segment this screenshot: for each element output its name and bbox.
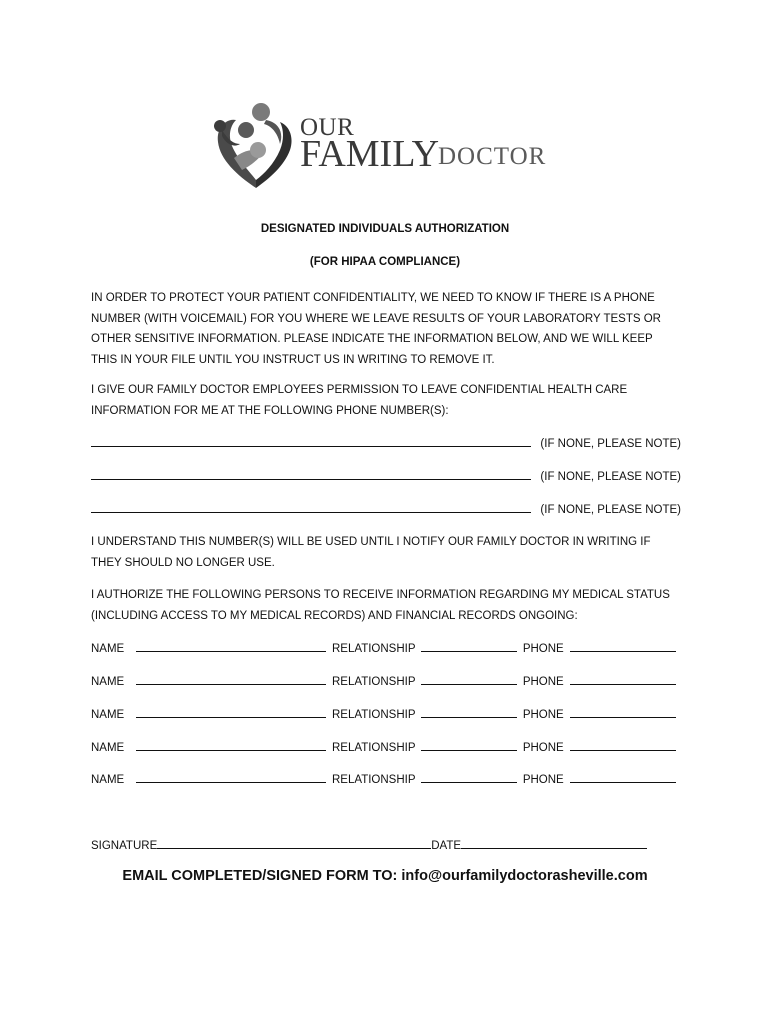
our-family-doctor-logo [208,100,568,200]
form-subtitle: (FOR HIPAA COMPLIANCE) [309,256,461,268]
relationship-label: RELATIONSHIP [332,643,416,655]
permission-paragraph: I GIVE OUR FAMILY DOCTOR EMPLOYEES PERMISSION TO LEAVE CONFIDENTIAL HEALTH CARE INFORMATION FOR ME AT THE FOLLOWING PHONE NUMBER(S): [91,384,628,417]
name-label: NAME [91,742,125,754]
date-field[interactable] [461,836,647,849]
phone-label: PHONE [522,676,564,688]
designated-person-row-3 [91,705,676,721]
phone-field-3[interactable] [570,705,676,718]
phone-number-field-2[interactable] [91,467,531,480]
designated-person-row-2 [91,672,676,688]
relationship-label: RELATIONSHIP [332,774,416,786]
authorize-paragraph: I AUTHORIZE THE FOLLOWING PERSONS TO RECEIVE INFORMATION REGARDING MY MEDICAL STATUS (INCLUDING ACCESS TO MY MEDICAL RECORDS) AND FINANCIAL RECORDS ONGOING: [91,589,670,622]
name-field-5[interactable] [136,770,326,783]
intro-paragraph: IN ORDER TO PROTECT YOUR PATIENT CONFIDENTIALITY, WE NEED TO KNOW IF THERE IS A PHONE NUMBER (WITH VOICEMAIL) FOR YOU WHERE WE LEAVE RESULTS OF YOUR LABORATORY TESTS OR OTHER SENSITIVE INFORMATION. PLEASE INDICATE THE INFORMATION BELOW, AND WE WILL KEEP THIS IN YOUR FILE UNTIL YOU INSTRUCT US IN WRITING TO REMOVE IT. [91,292,661,366]
name-label: NAME [91,774,125,786]
email-instruction: EMAIL COMPLETED/SIGNED FORM TO: info@ourfamilydoctorasheville.com [122,868,648,884]
date-label: DATE [431,840,462,852]
phone-field-2[interactable] [570,672,676,685]
phone-note-1: (IF NONE, PLEASE NOTE) [540,438,681,450]
phone-label: PHONE [522,709,564,721]
phone-field-1[interactable] [570,639,676,652]
relationship-field-4[interactable] [421,738,517,751]
phone-label: PHONE [522,774,564,786]
designated-person-row-5 [91,770,676,786]
designated-person-row-4 [91,738,676,754]
designated-person-row-1 [91,639,676,655]
name-label: NAME [91,643,125,655]
phone-number-row-3 [91,500,681,516]
name-field-4[interactable] [136,738,326,751]
phone-number-row-2 [91,467,681,483]
logo-word-family: FAMILY [300,133,440,175]
relationship-field-5[interactable] [421,770,517,783]
signature-row [91,836,676,852]
relationship-label: RELATIONSHIP [332,742,416,754]
name-label: NAME [91,676,125,688]
phone-label: PHONE [522,643,564,655]
logo-word-doctor: DOCTOR [438,143,547,170]
name-field-2[interactable] [136,672,326,685]
phone-note-3: (IF NONE, PLEASE NOTE) [540,504,681,516]
phone-number-field-3[interactable] [91,500,531,513]
logo-word-our: OUR [300,114,355,141]
phone-field-4[interactable] [570,738,676,751]
relationship-field-3[interactable] [421,705,517,718]
phone-number-field-1[interactable] [91,434,531,447]
signature-label: SIGNATURE [91,840,158,852]
relationship-label: RELATIONSHIP [332,676,416,688]
name-field-1[interactable] [136,639,326,652]
name-field-3[interactable] [136,705,326,718]
relationship-label: RELATIONSHIP [332,709,416,721]
name-label: NAME [91,709,125,721]
phone-label: PHONE [522,742,564,754]
understand-paragraph: I UNDERSTAND THIS NUMBER(S) WILL BE USED UNTIL I NOTIFY OUR FAMILY DOCTOR IN WRITING IF THEY SHOULD NO LONGER USE. [91,536,651,569]
family-heart-logo-icon [208,100,308,200]
form-title: DESIGNATED INDIVIDUALS AUTHORIZATION [260,223,510,235]
phone-number-row-1 [91,434,681,450]
signature-field[interactable] [157,836,431,849]
relationship-field-2[interactable] [421,672,517,685]
phone-note-2: (IF NONE, PLEASE NOTE) [540,471,681,483]
relationship-field-1[interactable] [421,639,517,652]
phone-field-5[interactable] [570,770,676,783]
